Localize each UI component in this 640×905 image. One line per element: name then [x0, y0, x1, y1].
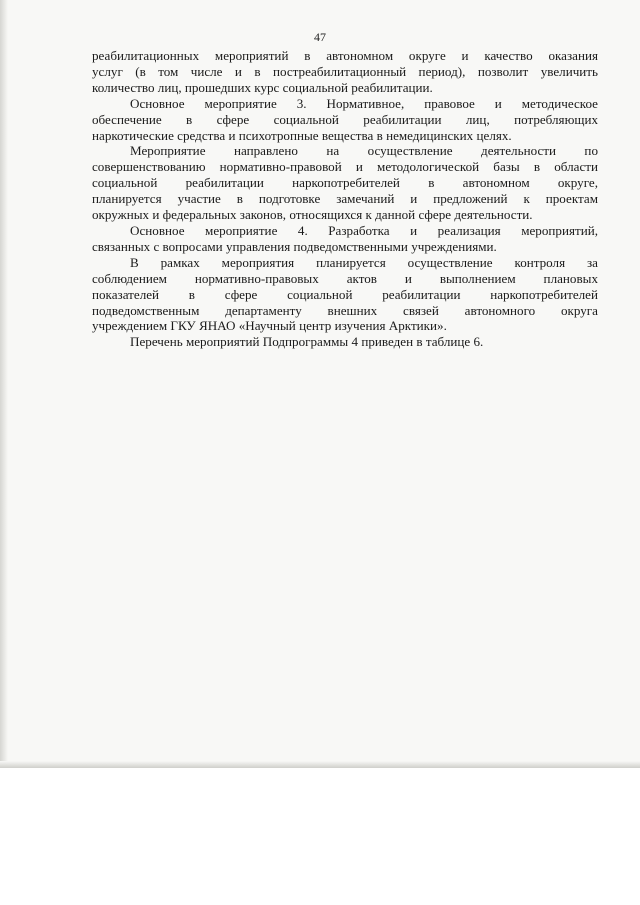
text-line: показателей в сфере социальной реабилитации наркопотребителей [92, 286, 598, 302]
text-line: В рамках мероприятия планируется осуществление контроля за [130, 254, 598, 270]
text-line: социальной реабилитации наркопотребителей в автономном округе, [92, 175, 598, 191]
text-line: количество лиц, прошедших курс социальной реабилитации. [92, 79, 433, 95]
text-line: планируется участие в подготовке замечаний и предложений к проектам [92, 191, 598, 207]
paragraph-main-activity-4 [92, 223, 598, 255]
page-number: 47 [314, 30, 326, 44]
text-line: Мероприятие направлено на осуществление деятельности по [130, 143, 598, 159]
text-line: реабилитационных мероприятий в автономном округе и качество оказания [92, 48, 598, 63]
paragraph-control [92, 255, 598, 335]
paragraph-list-reference [92, 334, 598, 350]
text-line: учреждением ГКУ ЯНАО «Научный центр изучения Арктики». [92, 318, 447, 334]
scan-edge-bottom [0, 761, 640, 768]
text-line: наркотические средства и психотропные вещества в немедицинских целях. [92, 127, 512, 143]
text-line: Основное мероприятие 4. Разработка и реализация мероприятий, [130, 222, 598, 238]
paragraph-continuation [92, 48, 598, 96]
text-line: окружных и федеральных законов, относящихся к данной сфере деятельности. [92, 207, 533, 223]
paragraph-main-activity-3 [92, 96, 598, 144]
scan-edge-left [0, 0, 8, 768]
text-line: обеспечение в сфере социальной реабилитации лиц, потребляющих [92, 111, 598, 127]
text-line: соблюдением нормативно-правовых актов и выполнением плановых [92, 270, 598, 286]
text-line: Перечень мероприятий Подпрограммы 4 приведен в таблице 6. [130, 334, 484, 350]
text-line: связанных с вопросами управления подведомственными учреждениями. [92, 238, 497, 254]
text-line: совершенствованию нормативно-правовой и методологической базы в области [92, 159, 598, 175]
text-line: Основное мероприятие 3. Нормативное, правовое и методическое [130, 95, 598, 111]
text-line: услуг (в том числе и в постреабилитационный период), позволит увеличить [92, 63, 598, 79]
text-line: подведомственным департаменту внешних связей автономного округа [92, 302, 598, 318]
document-body [92, 48, 598, 350]
paragraph-activity-direction [92, 143, 598, 223]
